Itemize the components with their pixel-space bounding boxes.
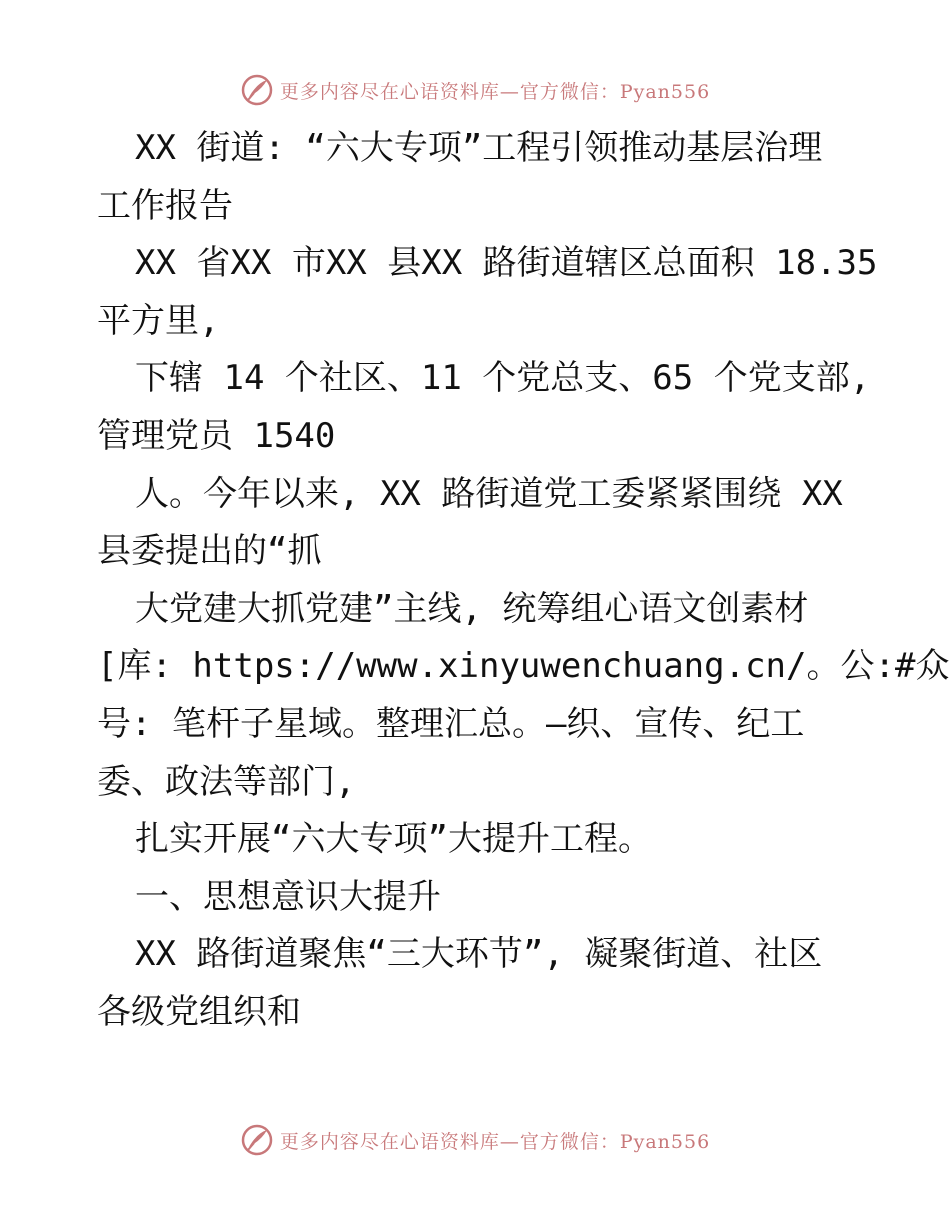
doc-line: 管理党员 1540 <box>97 415 336 456</box>
doc-line: 委、政法等部门, <box>97 761 356 802</box>
document-body <box>97 120 950 1042</box>
doc-line: XX 省XX 市XX 县XX 路街道辖区总面积 18.35 <box>135 243 878 284</box>
quill-seal-icon <box>240 1123 274 1157</box>
header-watermark <box>0 70 950 110</box>
doc-line: [库: https://www.xinyuwenchuang.cn/。公:#众 <box>97 646 950 687</box>
doc-line: 平方里, <box>97 300 220 341</box>
doc-line: XX 街道: “六大专项”工程引领推动基层治理 <box>135 128 823 168</box>
doc-line: 扎实开展“六大专项”大提升工程。 <box>135 819 652 860</box>
doc-line: 各级党组织和 <box>97 991 301 1032</box>
quill-seal-icon <box>240 73 274 107</box>
doc-line: XX 路街道聚焦“三大环节”, 凝聚街道、社区 <box>135 934 823 975</box>
doc-line: 大党建大抓党建”主线, 统筹组心语文创素材 <box>135 588 809 629</box>
watermark-text: 更多内容尽在心语资料库—官方微信：Pyan556 <box>279 80 711 103</box>
watermark-text: 更多内容尽在心语资料库—官方微信：Pyan556 <box>279 1130 711 1153</box>
doc-line: 工作报告 <box>97 185 233 226</box>
doc-line: 人。今年以来, XX 路街道党工委紧紧围绕 XX <box>135 473 843 514</box>
footer-watermark <box>0 1120 950 1160</box>
doc-line: 县委提出的“抓 <box>97 531 322 572</box>
doc-line: 一、思想意识大提升 <box>135 876 441 917</box>
doc-line: 下辖 14 个社区、11 个党总支、65 个党支部, <box>135 358 871 399</box>
doc-line: 号: 笔杆子星域。整理汇总。—织、宣传、纪工 <box>97 703 805 744</box>
